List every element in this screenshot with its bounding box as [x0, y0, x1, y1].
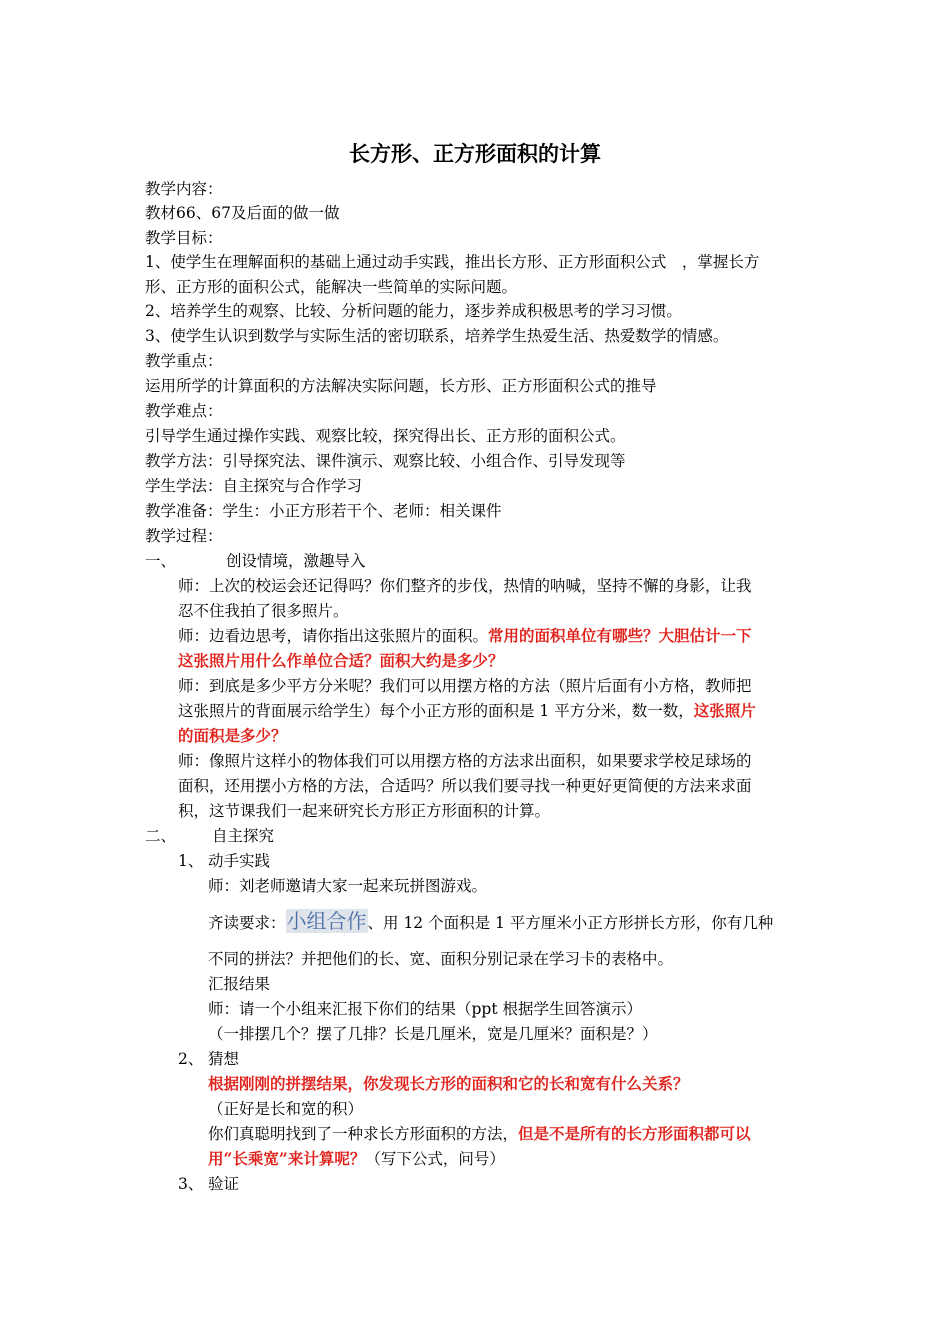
practice-line-1: 师：刘老师邀请大家一起来玩拼图游戏。 [208, 877, 488, 895]
report-results: 汇报结果 [208, 975, 271, 993]
process-label: 教学过程： [145, 527, 223, 545]
goal-3: 3、使学生认识到数学与实际生活的密切联系，培养学生热爱生活、热爱数学的情感。 [145, 327, 729, 345]
para-4-line-3: 积，这节课我们一起来研究长方形正方形面积的计算。 [178, 802, 551, 820]
content-label: 教学内容： [145, 180, 223, 198]
guess-question-2: 但是不是所有的长方形面积都可以 [518, 1124, 751, 1143]
method-text: 教学方法：引导探究法、课件演示、观察比较、小组合作、引导发现等 [145, 452, 626, 470]
para-2-question: 常用的面积单位有哪些？大胆估计一下 [488, 626, 752, 645]
goal-1-line-2: 形、正方形的面积公式，能解决一些简单的实际问题。 [145, 278, 518, 296]
page-title: 长方形、正方形面积的计算 [349, 141, 601, 166]
para-2-line-2: 这张照片用什么作单位合适？面积大约是多少？ [178, 651, 504, 670]
report-line-2: （一排摆几个？摆了几排？长是几厘米，宽是几厘米？面积是？） [208, 1025, 658, 1043]
practice-prefix: 齐读要求： [208, 914, 286, 932]
practice-line-3: 不同的拼法？并把他们的长、宽、面积分别记录在学习卡的表格中。 [208, 950, 674, 968]
guess-question: 根据刚刚的拼摆结果，你发现长方形的面积和它的长和宽有什么关系？ [208, 1074, 689, 1093]
para-3-text: 这张照片的背面展示给学生）每个小正方形的面积是 1 平方分米，数一数， [178, 702, 694, 720]
para-3-line-3: 的面积是多少？ [178, 726, 287, 745]
sub-1-number: 1、 [178, 852, 204, 870]
goal-2: 2、培养学生的观察、比较、分析问题的能力，逐步养成积极思考的学习习惯。 [145, 302, 682, 320]
section-1-title: 创设情境，激趣导入 [226, 552, 366, 570]
para-4-line-1: 师：像照片这样小的物体我们可以用摆方格的方法求出面积，如果要求学校足球场的 [178, 752, 752, 770]
practice-requirement: 、用 12 个面积是 1 平方厘米小正方形拼长方形，你有几种 [367, 914, 774, 932]
sub-1-title: 动手实践 [208, 852, 271, 870]
report-line-1: 师：请一个小组来汇报下你们的结果（ppt 根据学生回答演示） [208, 1000, 643, 1018]
para-3-line-2 [178, 700, 756, 722]
guess-note: （写下公式，问号） [365, 1150, 505, 1168]
highlighted-text: 小组合作 [286, 909, 367, 933]
guess-line-3 [208, 1123, 751, 1145]
sub-3-number: 3、 [178, 1175, 204, 1193]
guess-question-3: 用“长乘宽”来计算呢？ [208, 1149, 366, 1168]
guess-text: 你们真聪明找到了一种求长方形面积的方法， [208, 1125, 519, 1143]
sub-2-title: 猜想 [208, 1050, 240, 1068]
prep-text: 教学准备：学生：小正方形若干个、老师：相关课件 [145, 502, 502, 520]
para-3-question: 这张照片 [693, 701, 756, 720]
guess-line-4 [208, 1148, 505, 1170]
sub-3-title: 验证 [208, 1175, 240, 1193]
para-2-line-1 [178, 625, 752, 647]
section-2-title: 自主探究 [212, 827, 275, 845]
para-1-line-2: 忍不住我拍了很多照片。 [178, 602, 349, 620]
guess-answer: （正好是长和宽的积） [208, 1100, 364, 1118]
section-2-number: 二、 [145, 827, 177, 845]
key-text: 运用所学的计算面积的方法解决实际问题，长方形、正方形面积公式的推导 [145, 377, 657, 395]
key-label: 教学重点： [145, 352, 223, 370]
sub-2-number: 2、 [178, 1050, 204, 1068]
difficulty-text: 引导学生通过操作实践、观察比较，探究得出长、正方形的面积公式。 [145, 427, 626, 445]
difficulty-label: 教学难点： [145, 402, 223, 420]
goal-1-line-1: 1、使学生在理解面积的基础上通过动手实践，推出长方形、正方形面积公式 ，掌握长方 [145, 253, 760, 271]
para-1-line-1: 师：上次的校运会还记得吗？你们整齐的步伐，热情的呐喊，坚持不懈的身影，让我 [178, 577, 752, 595]
para-3-line-1: 师：到底是多少平方分米呢？我们可以用摆方格的方法（照片后面有小方格，教师把 [178, 677, 752, 695]
section-1-number: 一、 [145, 552, 177, 570]
para-2-text: 师：边看边思考，请你指出这张照片的面积。 [178, 627, 489, 645]
para-4-line-2: 面积，还用摆小方格的方法，合适吗？所以我们要寻找一种更好更简便的方法来求面 [178, 777, 752, 795]
practice-line-2 [208, 910, 773, 934]
content-text: 教材66、67及后面的做一做 [145, 204, 340, 222]
goals-label: 教学目标： [145, 229, 223, 247]
study-text: 学生学法：自主探究与合作学习 [145, 477, 363, 495]
